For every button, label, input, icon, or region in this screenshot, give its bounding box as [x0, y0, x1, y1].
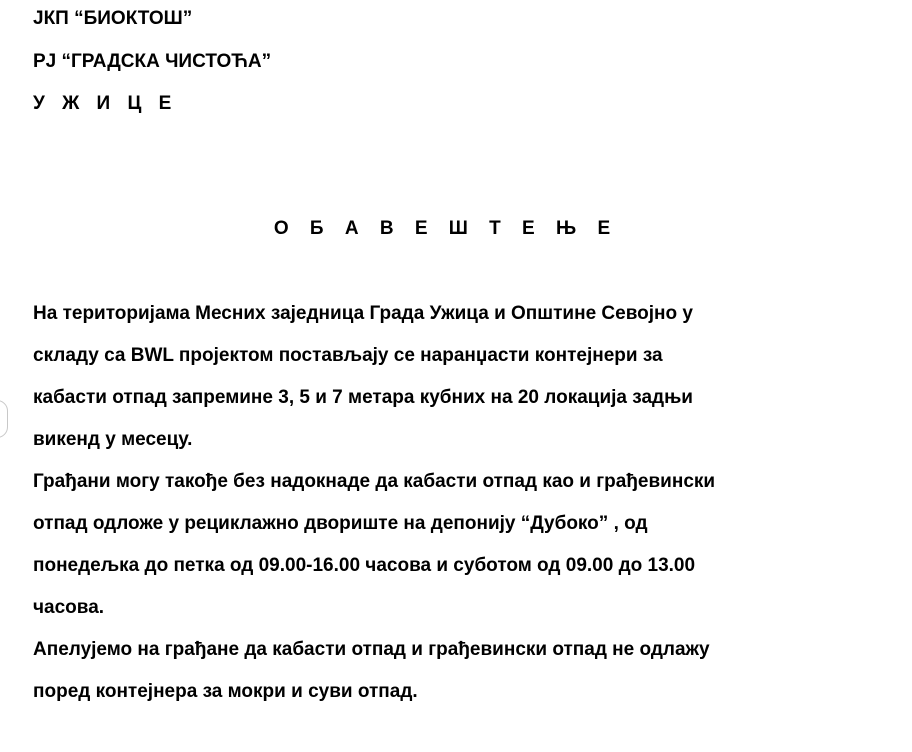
body-line: отпад одложе у рециклажно двориште на депонију “Дубоко” , од [33, 513, 648, 534]
body-line: Грађани могу такође без надокнаде да кабасти отпад као и грађевински [33, 471, 716, 492]
scroll-handle[interactable] [0, 400, 8, 438]
body-line: поред контејнера за мокри и суви отпад. [33, 681, 418, 702]
body-line: На територијама Месних заједница Града Ужица и Општине Севојно у [33, 303, 693, 324]
body-line: часова. [33, 597, 105, 618]
notice-title: О Б А В Е Ш Т Е Њ Е [273, 218, 619, 239]
unit-name: РЈ “ГРАДСКА ЧИСТОЋА” [33, 51, 272, 72]
company-name: ЈКП “БИОКТОШ” [33, 8, 193, 29]
body-line: кабасти отпад запремине 3, 5 и 7 метара кубних на 20 локација задњи [33, 387, 693, 408]
body-line: Апелујемо на грађане да кабасти отпад и грађевински отпад не одлажу [33, 639, 710, 660]
city-name: У Ж И Ц Е [33, 93, 178, 114]
body-line: понедељка до петка од 09.00-16.00 часова и суботом од 09.00 до 13.00 [33, 555, 696, 576]
body-line: викенд у месецу. [33, 429, 193, 450]
body-line: складу са BWL пројектом постављају се наранџасти контејнери за [33, 345, 663, 366]
